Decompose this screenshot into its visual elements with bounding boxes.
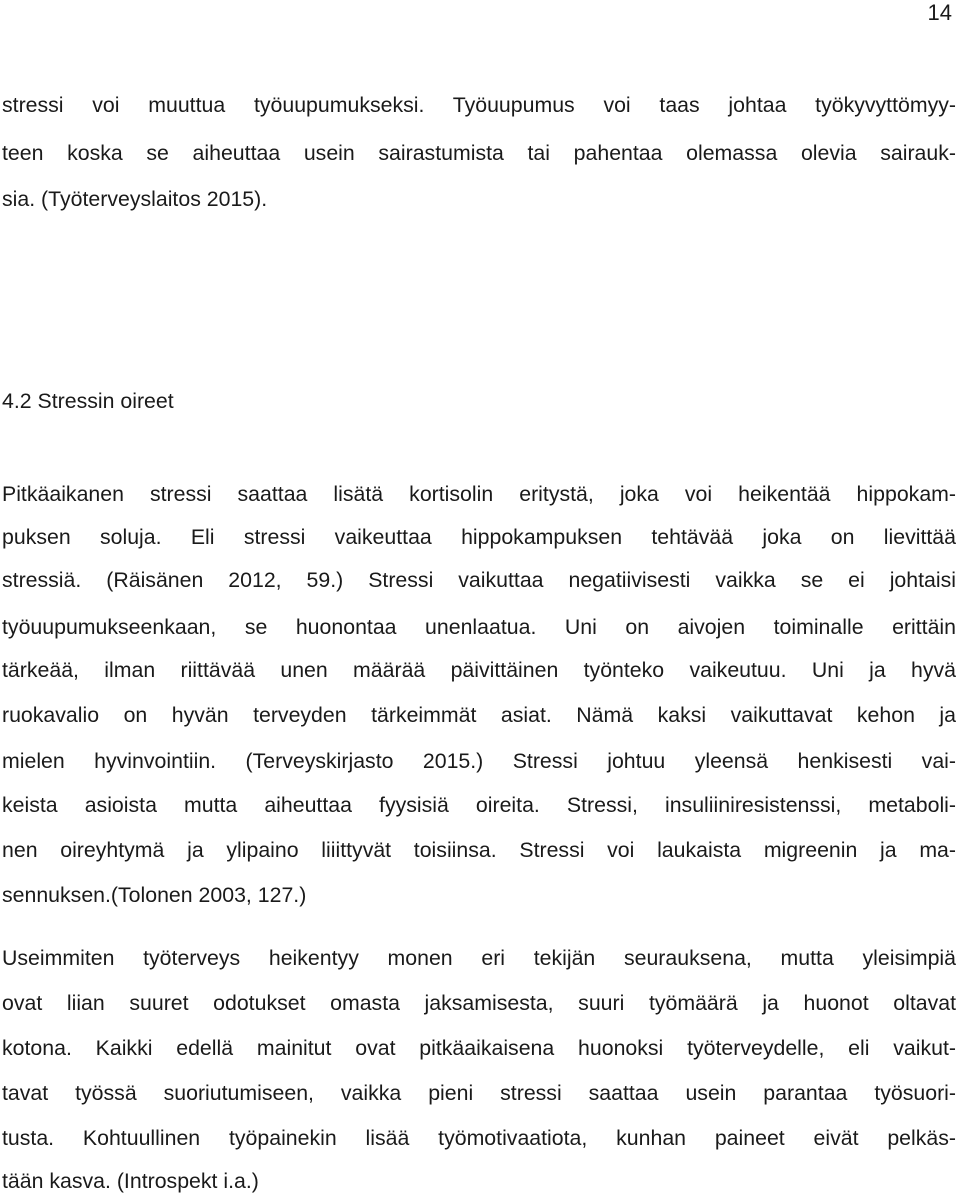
paragraph-line: nen oireyhtymä ja ylipaino liiittyvät toisiinsa. Stressi voi laukaista migreenin ja ma-: [2, 838, 956, 862]
paragraph-line: tusta. Kohtuullinen työpainekin lisää työmotivaatiota, kunhan paineet eivät pelkäs-: [2, 1126, 956, 1150]
paragraph-line: ovat liian suuret odotukset omasta jaksamisesta, suuri työmäärä ja huonot oltavat: [2, 991, 956, 1015]
paragraph-line: mielen hyvinvointiin. (Terveyskirjasto 2015.) Stressi johtuu yleensä henkisesti vai-: [2, 749, 956, 773]
paragraph-line: sennuksen.(Tolonen 2003, 127.): [2, 883, 307, 907]
paragraph-line: teen koska se aiheuttaa usein sairastumista tai pahentaa olemassa olevia sairauk-: [2, 141, 956, 165]
paragraph-line: tärkeää, ilman riittävää unen määrää päivittäinen työnteko vaikeutuu. Uni ja hyvä: [2, 658, 956, 682]
paragraph-line: stressiä. (Räisänen 2012, 59.) Stressi vaikuttaa negatiivisesti vaikka se ei johtaisi: [2, 568, 956, 592]
page-number: 14: [927, 0, 952, 25]
paragraph-line: stressi voi muuttua työuupumukseksi. Työuupumus voi taas johtaa työkyvyttömyy-: [2, 93, 956, 117]
paragraph-line: keista asioista mutta aiheuttaa fyysisiä oireita. Stressi, insuliiniresistenssi, metaboli-: [2, 793, 956, 817]
paragraph-line: tavat työssä suoriutumiseen, vaikka pieni stressi saattaa usein parantaa työsuori-: [2, 1081, 956, 1105]
paragraph-line: kotona. Kaikki edellä mainitut ovat pitkäaikaisena huonoksi työterveydelle, eli vaikut-: [2, 1036, 956, 1060]
paragraph-line: puksen soluja. Eli stressi vaikeuttaa hippokampuksen tehtävää joka on lievittää: [2, 525, 956, 549]
paragraph-line: ruokavalio on hyvän terveyden tärkeimmät asiat. Nämä kaksi vaikuttavat kehon ja: [2, 703, 956, 727]
paragraph-line: Pitkäaikanen stressi saattaa lisätä kortisolin eritystä, joka voi heikentää hippokam-: [2, 482, 956, 506]
paragraph-line: Useimmiten työterveys heikentyy monen eri tekijän seurauksena, mutta yleisimpiä: [2, 946, 956, 970]
paragraph-line: tään kasva. (Introspekt i.a.): [2, 1169, 259, 1193]
paragraph-line: sia. (Työterveyslaitos 2015).: [2, 187, 268, 211]
paragraph-line: työuupumukseenkaan, se huonontaa unenlaatua. Uni on aivojen toiminalle erittäin: [2, 615, 956, 639]
section-heading: 4.2 Stressin oireet: [2, 389, 174, 413]
